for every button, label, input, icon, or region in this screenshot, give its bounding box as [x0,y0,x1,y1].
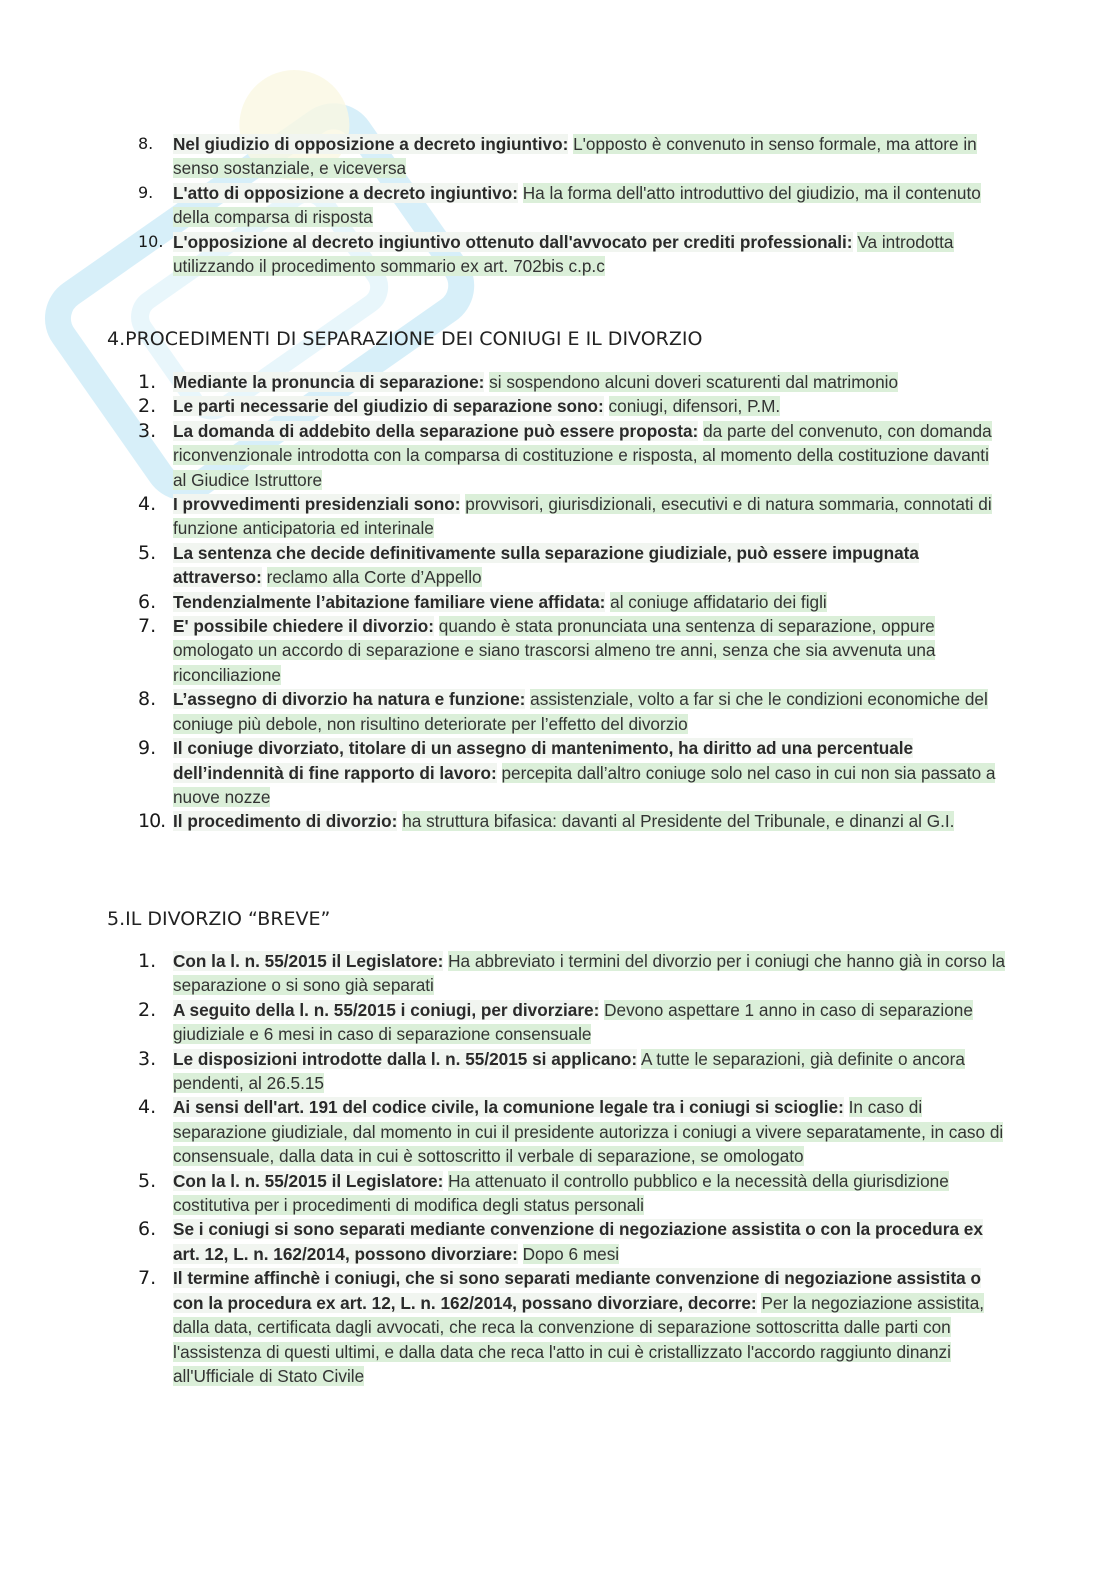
item-number: 2. [138,998,157,1021]
question-text: Se i coniugi si sono separati mediante convenzione di negoziazione assistita o con la procedura ex art. 12, L. n. 162/2014, possono divorziare: [173,1219,983,1264]
list-item [107,230,1007,279]
item-number: 8. [138,688,157,711]
item-number: 2. [138,395,157,418]
question-text: La sentenza che decide definitivamente sulla separazione giudiziale, può essere impugnata attraverso: [173,542,919,588]
list-item [107,492,1007,541]
question-text: A seguito della l. n. 55/2015 i coniugi, per divorziare: [173,999,600,1020]
answer-text: assistenziale, volto a far si che le condizioni economiche del coniuge più debole, non risultino deteriorate per l’effetto del divorzio [173,689,988,734]
answer-text: A tutte le separazioni, già definite o ancora pendenti, al 26.5.15 [173,1048,965,1094]
question-text: Le disposizioni introdotte dalla l. n. 55/2015 si applicano: [173,1048,638,1069]
item-number: 9. [138,182,154,202]
question-text: Tendenzialmente l’abitazione familiare viene affidata: [173,591,606,612]
list-item [107,687,1007,736]
question-text: L’assegno di divorzio ha natura e funzione: [173,689,526,710]
item-number: 1. [138,371,157,393]
list-item [107,181,1007,230]
item-number: 10. [138,231,164,251]
item-number: 6. [138,590,157,613]
answer-text: Ha abbreviato i termini del divorzio per i coniugi che hanno già in corso la separazione o si sono già separati [173,951,1006,996]
answer-text: Ha attenuato il controllo pubblico e la necessità della giurisdizione costitutiva per i procedimenti di modifica degli status personali [173,1170,949,1216]
question-text: E' possibile chiedere il divorzio: [173,616,435,637]
item-number: 5. [138,1169,157,1192]
question-text: Mediante la pronuncia di separazione: [173,372,485,392]
question-text: Il termine affinchè i coniugi, che si sono separati mediante convenzione di negoziazione assistita o con la procedura ex art. 12, L. n. 162/2014, possano divorziare, decorre: [173,1268,981,1313]
list-opposizione [107,132,1007,278]
question-text: Con la l. n. 55/2015 il Legislatore: [173,951,444,971]
list-item [107,736,1007,809]
list-divorzio-breve [107,949,1007,1388]
item-number: 7. [138,615,157,638]
item-number: 5. [138,541,157,564]
question-text: La domanda di addebito della separazione può essere proposta: [173,420,699,441]
list-separazione [107,370,1007,834]
question-text: Il coniuge divorziato, titolare di un assegno di mantenimento, ha diritto ad una percentuale dell’indennità di fine rapporto di lavoro: [173,738,914,783]
answer-text: provvisori, giurisdizionali, esecutivi e di natura sommaria, connotati di funzione anticipatoria ed interinale [173,494,992,539]
list-item [107,998,1007,1047]
item-number: 9. [138,737,157,760]
answer-text: Ha la forma dell'atto introduttivo del giudizio, ma il contenuto della comparsa di risposta [173,182,981,228]
answer-text: si sospendono alcuni doveri scaturenti dal matrimonio [489,372,899,392]
list-item [107,1266,1007,1388]
question-text: L'atto di opposizione a decreto ingiuntivo: [173,182,518,203]
item-number: 3. [138,419,157,442]
answer-text: quando è stata pronunciata una sentenza di separazione, oppure omologato un accordo di separazione e siano trascorsi almeno tre anni, senza che sia avvenuta una riconciliazione [173,616,936,685]
item-number: 1. [138,950,157,972]
question-text: Ai sensi dell'art. 191 del codice civile, la comunione legale tra i coniugi si scioglie: [173,1097,844,1118]
list-item [107,394,1007,418]
answer-text: Va introdotta utilizzando il procedimento sommario ex art. 702bis c.p.c [173,231,954,277]
answer-text: percepita dall’altro coniuge solo nel caso in cui non sia passato a nuove nozze [173,762,996,807]
question-text: I provvedimenti presidenziali sono: [173,494,461,515]
list-item [107,132,1007,181]
answer-text: reclamo alla Corte d’Appello [266,567,482,588]
answer-text: Dopo 6 mesi [522,1243,620,1264]
list-item [107,1047,1007,1096]
list-item [107,614,1007,687]
list-item [107,1095,1007,1168]
list-item [107,419,1007,492]
list-item [107,590,1007,614]
answer-text: coniugi, difensori, P.M. [608,396,781,417]
item-number: 4. [138,1096,157,1119]
answer-text: In caso di separazione giudiziale, dal momento in cui il presidente autorizza i coniugi a vivere separatamente, in caso di consensuale, dalla data in cui è sottoscritto il verbale di separazione, se omologato [173,1097,1004,1167]
list-item [107,949,1007,998]
answer-text: ha struttura bifasica: davanti al Presidente del Tribunale, e dinanzi al G.I. [402,811,955,832]
list-item [107,809,1007,833]
item-number: 7. [138,1267,157,1290]
list-item [107,370,1007,394]
answer-text: L'opposto è convenuto in senso formale, ma attore in senso sostanziale, e viceversa [173,134,977,179]
item-number: 8. [138,134,154,153]
item-number: 6. [138,1218,157,1241]
list-item [107,1169,1007,1218]
question-text: L'opposizione al decreto ingiuntivo ottenuto dall'avvocato per crediti professionali: [173,231,853,252]
list-item [107,1217,1007,1266]
answer-text: Devono aspettare 1 anno in caso di separazione giudiziale e 6 mesi in caso di separazione consensuale [173,999,973,1045]
question-text: Le parti necessarie del giudizio di separazione sono: [173,396,604,417]
question-text: Con la l. n. 55/2015 il Legislatore: [173,1170,444,1191]
answer-text: Per la negoziazione assistita, dalla data, certificata dagli avvocati, che reca la convenzione di separazione sottoscritta dalle parti con l'assistenza di questi ultimi, e dalla data che reca l'atto in cui è cristallizzato l'accordo raggiunto dinanzi all'Ufficiale di Stato Civile [173,1292,985,1386]
answer-text: da parte del convenuto, con domanda riconvenzionale introdotta con la comparsa di costituzione e risposta, al momento della costituzione davanti al Giudice Istruttore [173,420,992,490]
list-item [107,541,1007,590]
answer-text: al coniuge affidatario dei figli [610,591,827,612]
question-text: Nel giudizio di opposizione a decreto ingiuntivo: [173,134,569,154]
section-title-separazione: 4.PROCEDIMENTI DI SEPARAZIONE DEI CONIUGI E IL DIVORZIO [107,328,703,350]
item-number: 10. [138,810,166,833]
section-title-divorzio-breve: 5.IL DIVORZIO “BREVE” [107,908,331,930]
item-number: 4. [138,493,157,516]
item-number: 3. [138,1047,157,1070]
question-text: Il procedimento di divorzio: [173,811,398,832]
